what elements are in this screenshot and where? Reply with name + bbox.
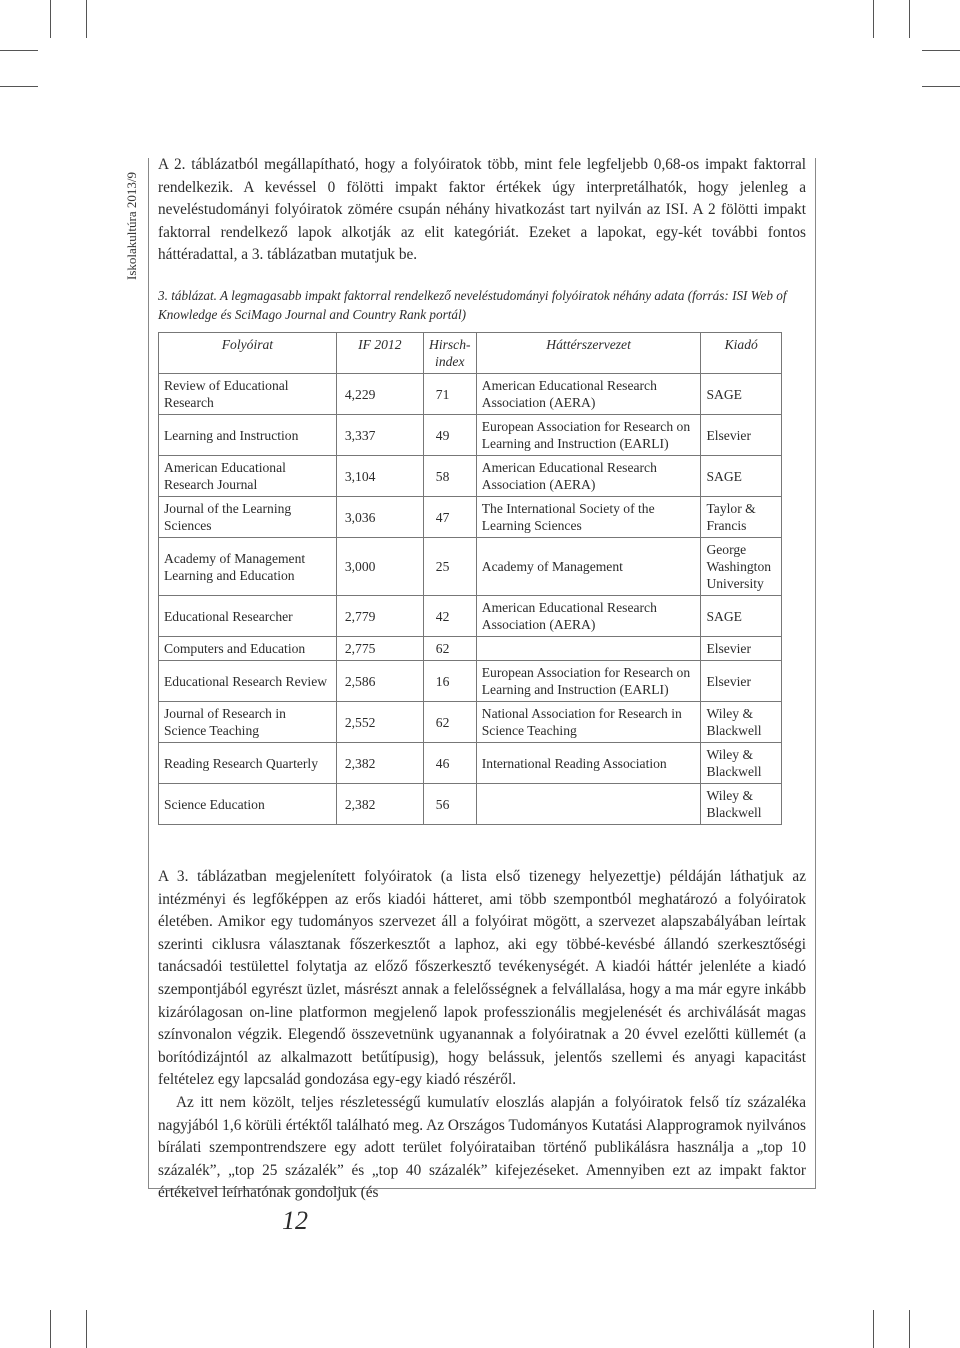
cell-hirsch: 42: [423, 596, 476, 637]
table-row: [159, 784, 782, 825]
crop-mark: [50, 1310, 51, 1348]
cell-organization: Academy of Management: [476, 538, 701, 596]
cell-journal: Journal of the Learning Sciences: [159, 497, 337, 538]
cell-publisher: SAGE: [701, 596, 782, 637]
crop-mark: [922, 86, 960, 87]
cell-journal: Science Education: [159, 784, 337, 825]
cell-hirsch: 25: [423, 538, 476, 596]
cell-journal: Reading Research Quarterly: [159, 743, 337, 784]
table-header-row: [159, 333, 782, 374]
crop-mark: [873, 1310, 874, 1348]
body-paragraph-3: Az itt nem közölt, teljes részletességű kumulatív eloszlás alapján a folyóiratok felső tíz százaléka nagyjából 1,6 körüli értéktől található meg. Az Országos Tudományos Kutatási Alapprogramok nyilvános bírálati szempontrendszere egy adott terület folyóirataiban történő publikálásra használja a „top 10 százalék”, „top 25 százalék” és „top 40 százalék” kifejezéseket. Amennyiben ezt az impakt faktor értékeivel leírhatónak gondoljuk (és: [158, 1093, 806, 1202]
crop-mark: [873, 0, 874, 38]
cell-publisher: Wiley & Blackwell: [701, 702, 782, 743]
header-journal: Folyóirat: [159, 333, 337, 374]
cell-if: 2,586: [336, 661, 423, 702]
cell-organization: [476, 784, 701, 825]
table-caption-label: 3. táblázat.: [158, 288, 217, 303]
cell-journal: American Educational Research Journal: [159, 456, 337, 497]
cell-organization: American Educational Research Association (AERA): [476, 596, 701, 637]
table-row: [159, 596, 782, 637]
cell-if: 2,775: [336, 637, 423, 661]
cell-if: 3,000: [336, 538, 423, 596]
cell-organization: American Educational Research Association (AERA): [476, 456, 701, 497]
cell-publisher: Wiley & Blackwell: [701, 784, 782, 825]
table-row: [159, 497, 782, 538]
cell-journal: Learning and Instruction: [159, 415, 337, 456]
body-paragraph-1: A 2. táblázatból megállapítható, hogy a folyóiratok több, mint fele legfeljebb 0,68-os impakt faktorral rendelkezik. A kevéssel 0 fölötti impakt faktor értékek úgy interpretálhatók, hogy jelenleg a neveléstudományi folyóiratok zömére csupán néhány hivatkozást tart nyilván az ISI. A 2 fölötti impakt faktorral rendelkező lapok alkotják az elit kategóriát. Ezeket a lapokat, egy-két további fontos háttéradattal, a 3. táblázatban mutatjuk be.: [158, 156, 806, 264]
page-number: 12: [282, 1206, 308, 1235]
cell-hirsch: 16: [423, 661, 476, 702]
cell-hirsch: 47: [423, 497, 476, 538]
cell-if: 3,104: [336, 456, 423, 497]
cell-publisher: Elsevier: [701, 661, 782, 702]
body-paragraph-2: A 3. táblázatban megjelenített folyóiratok (a lista első tizenegy helyezettje) példáján láthatjuk az intézményi és legfőképpen az erős kiadói hátteret, ami több szempontból meghatározó a folyóiratok életében. Amikor egy tudományos szervezet áll a folyóirat mögött, a szervezet alapszabályában leírtak szerinti ciklusra választanak főszerkesztőt a laphoz, aki egy többé-kevésbé állandó szerkesztőségi tanácsadói testülettel folytatja az előző főszerkesztő tevékenységét. A kiadói háttér jelenléte a kiadó szempontjából egyrészt üzlet, másrészt annak a felelősségnek a felvállalása, hogy a ma már egyre inkább kizárólagosan on-line platformon megjelenő lapok professzionális megjelenését és archiválását magas színvonalon végzik. Elegendő összevetnünk ugyanannak a folyóiratnak a 20 évvel ezelőtti küllemét (a borítódizájntól az alkalmazott betűtípusig), hogy belássuk, jelentős szellemi és anyagi kapacitást feltételez egy lapcsalád gondozása egy-egy kiadó részéről.: [158, 868, 806, 1089]
header-publisher: Kiadó: [701, 333, 782, 374]
table-row: [159, 374, 782, 415]
table-row: [159, 538, 782, 596]
cell-journal: Computers and Education: [159, 637, 337, 661]
table-row: [159, 743, 782, 784]
crop-mark: [0, 86, 38, 87]
cell-journal: Journal of Research in Science Teaching: [159, 702, 337, 743]
header-if: IF 2012: [336, 333, 423, 374]
cell-publisher: Taylor & Francis: [701, 497, 782, 538]
cell-if: 2,552: [336, 702, 423, 743]
cell-journal: Academy of Management Learning and Education: [159, 538, 337, 596]
cell-hirsch: 46: [423, 743, 476, 784]
crop-mark: [909, 0, 910, 38]
crop-mark: [909, 1310, 910, 1348]
frame-rule-left: [148, 158, 149, 1188]
header-organization: Háttérszervezet: [476, 333, 701, 374]
cell-publisher: SAGE: [701, 456, 782, 497]
cell-organization: National Association for Research in Science Teaching: [476, 702, 701, 743]
crop-mark: [0, 50, 38, 51]
running-head: Iskolakultúra 2013/9: [124, 172, 139, 280]
body-text-2: [158, 866, 806, 1205]
cell-publisher: George Washington University: [701, 538, 782, 596]
cell-hirsch: 62: [423, 637, 476, 661]
cell-publisher: Wiley & Blackwell: [701, 743, 782, 784]
cell-if: 2,779: [336, 596, 423, 637]
table-caption-text: A legmagasabb impakt faktorral rendelkező neveléstudományi folyóiratok néhány adata (forrás: ISI Web of Knowledge és SciMago Journal and Country Rank portál): [158, 288, 787, 322]
cell-hirsch: 49: [423, 415, 476, 456]
cell-organization: The International Society of the Learning Sciences: [476, 497, 701, 538]
cell-if: 3,036: [336, 497, 423, 538]
table-row: [159, 661, 782, 702]
crop-mark: [86, 1310, 87, 1348]
cell-hirsch: 62: [423, 702, 476, 743]
cell-journal: Educational Research Review: [159, 661, 337, 702]
cell-organization: European Association for Research on Learning and Instruction (EARLI): [476, 661, 701, 702]
frame-rule-right: [815, 158, 816, 1188]
cell-if: 2,382: [336, 784, 423, 825]
cell-publisher: Elsevier: [701, 637, 782, 661]
cell-organization: European Association for Research on Learning and Instruction (EARLI): [476, 415, 701, 456]
table-row: [159, 637, 782, 661]
cell-organization: American Educational Research Association (AERA): [476, 374, 701, 415]
cell-organization: [476, 637, 701, 661]
cell-if: 4,229: [336, 374, 423, 415]
cell-if: 3,337: [336, 415, 423, 456]
table-row: [159, 456, 782, 497]
crop-mark: [50, 0, 51, 38]
crop-mark: [922, 50, 960, 51]
journals-table: [158, 332, 782, 825]
cell-hirsch: 71: [423, 374, 476, 415]
cell-publisher: Elsevier: [701, 415, 782, 456]
table-row: [159, 415, 782, 456]
cell-journal: Review of Educational Research: [159, 374, 337, 415]
cell-hirsch: 58: [423, 456, 476, 497]
table-row: [159, 702, 782, 743]
cell-if: 2,382: [336, 743, 423, 784]
table-caption: [158, 286, 806, 324]
header-hirsch: Hirsch-index: [423, 333, 476, 374]
cell-organization: International Reading Association: [476, 743, 701, 784]
cell-hirsch: 56: [423, 784, 476, 825]
crop-mark: [86, 0, 87, 38]
cell-journal: Educational Researcher: [159, 596, 337, 637]
cell-publisher: SAGE: [701, 374, 782, 415]
